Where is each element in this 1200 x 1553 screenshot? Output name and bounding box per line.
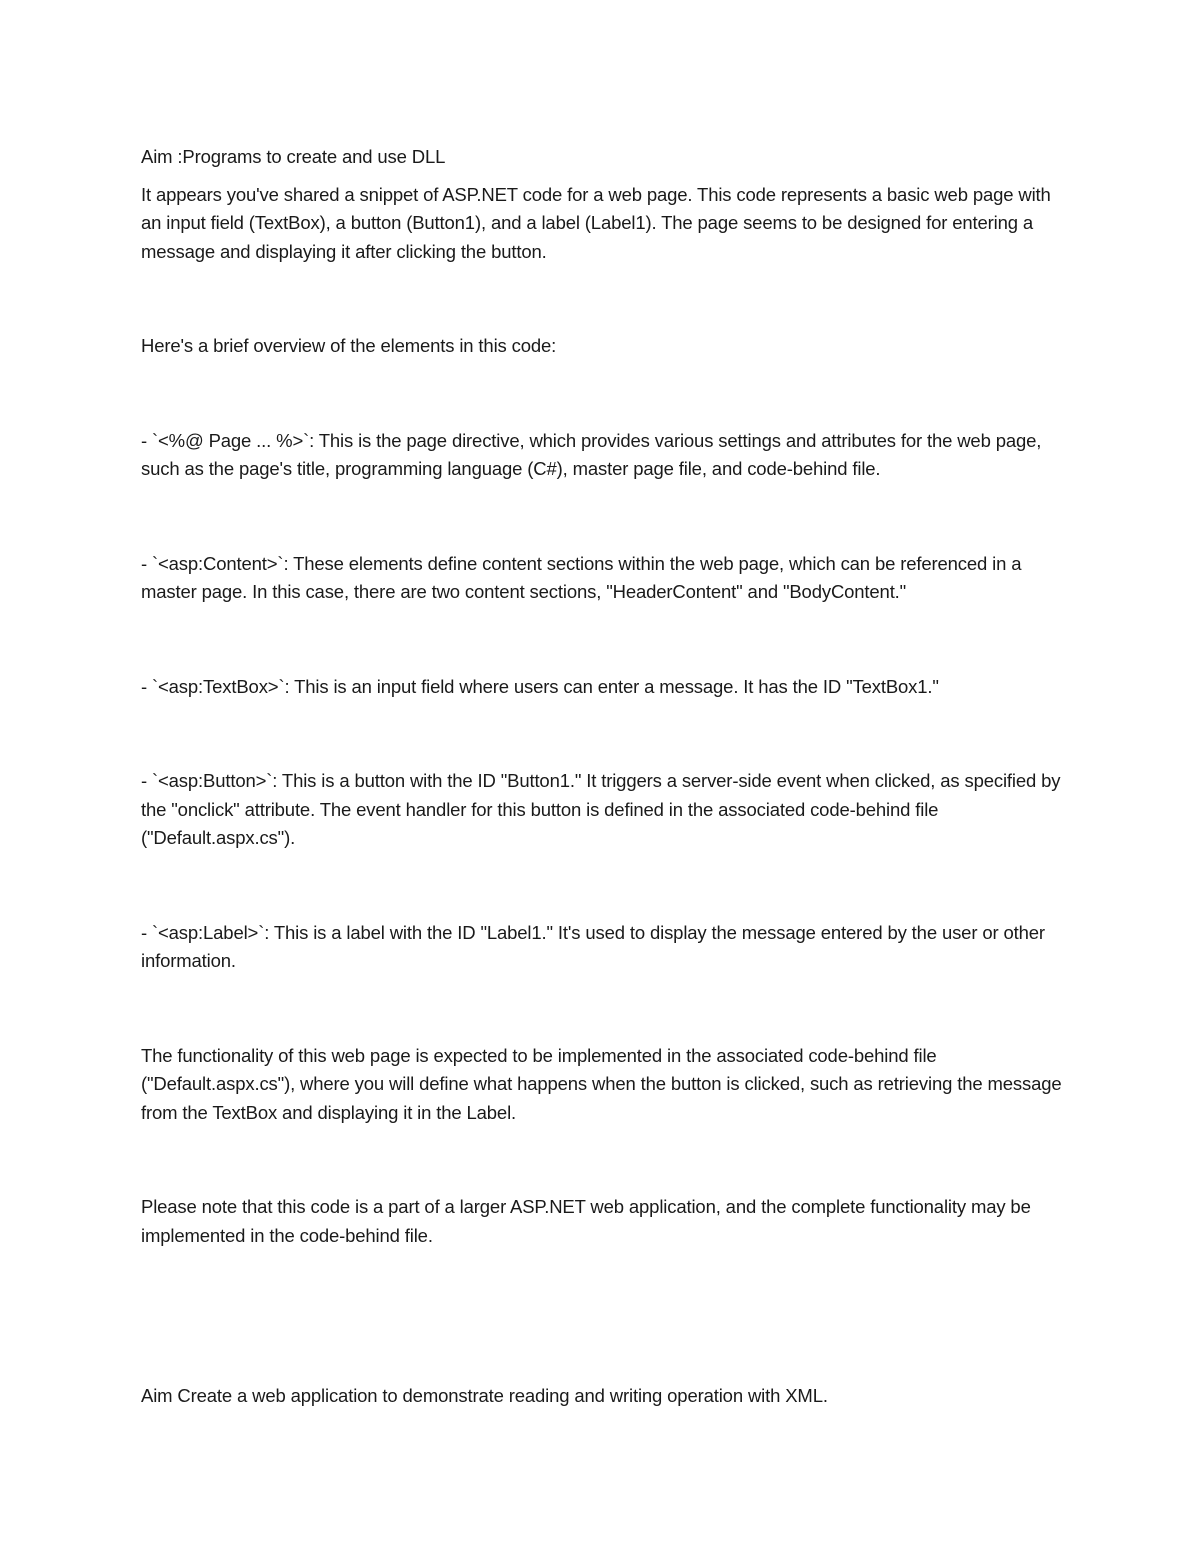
note-paragraph: Please note that this code is a part of a larger ASP.NET web application, and the complete functionality may be implemented in the code-behind file. (141, 1196, 1031, 1246)
spacer (141, 853, 1071, 919)
list-item-button: - `<asp:Button>`: This is a button with the ID "Button1." It triggers a server-side event when clicked, as specified by the "onclick" attribute. The event handler for this button is defined in the associated code-behind file ("Default.aspx.cs"). (141, 770, 1061, 848)
spacer (141, 1316, 1071, 1382)
list-item-page-directive: - `<%@ Page ... %>`: This is the page directive, which provides various settings and attributes for the web page, such as the page's title, programming language (C#), master page file, and code-behind file. (141, 429, 1042, 479)
aim-heading-dll: Aim :Programs to create and use DLL (141, 146, 446, 167)
overview-heading: Here's a brief overview of the elements in this code: (141, 335, 557, 356)
intro-paragraph: It appears you've shared a snippet of ASP.NET code for a web page. This code represents a basic web page with an input field (TextBox), a button (Button1), and a label (Label1). The page seems to be designed for entering a message and displaying it after clicking the button. (141, 183, 1051, 262)
spacer (141, 1127, 1071, 1193)
aim-heading-xml: Aim Create a web application to demonstrate reading and writing operation with XML. (141, 1385, 828, 1406)
spacer (141, 172, 1071, 181)
document-body (141, 143, 1071, 1411)
spacer (141, 1250, 1071, 1316)
functionality-paragraph: The functionality of this web page is expected to be implemented in the associated code-behind file ("Default.aspx.cs"), where you will define what happens when the button is clicked, such as retrieving the message from the TextBox and displaying it in the Label. (141, 1044, 1062, 1123)
list-item-textbox: - `<asp:TextBox>`: This is an input field where users can enter a message. It has the ID "TextBox1." (141, 675, 939, 697)
spacer (141, 484, 1071, 550)
spacer (141, 266, 1071, 332)
spacer (141, 361, 1071, 427)
spacer (141, 607, 1071, 673)
spacer (141, 701, 1071, 767)
spacer (141, 976, 1071, 1042)
list-item-content: - `<asp:Content>`: These elements define content sections within the web page, which can be referenced in a master page. In this case, there are two content sections, "HeaderContent" and "BodyContent." (141, 552, 1022, 602)
list-item-label: - `<asp:Label>`: This is a label with the ID "Label1." It's used to display the message entered by the user or other information. (141, 921, 1045, 971)
